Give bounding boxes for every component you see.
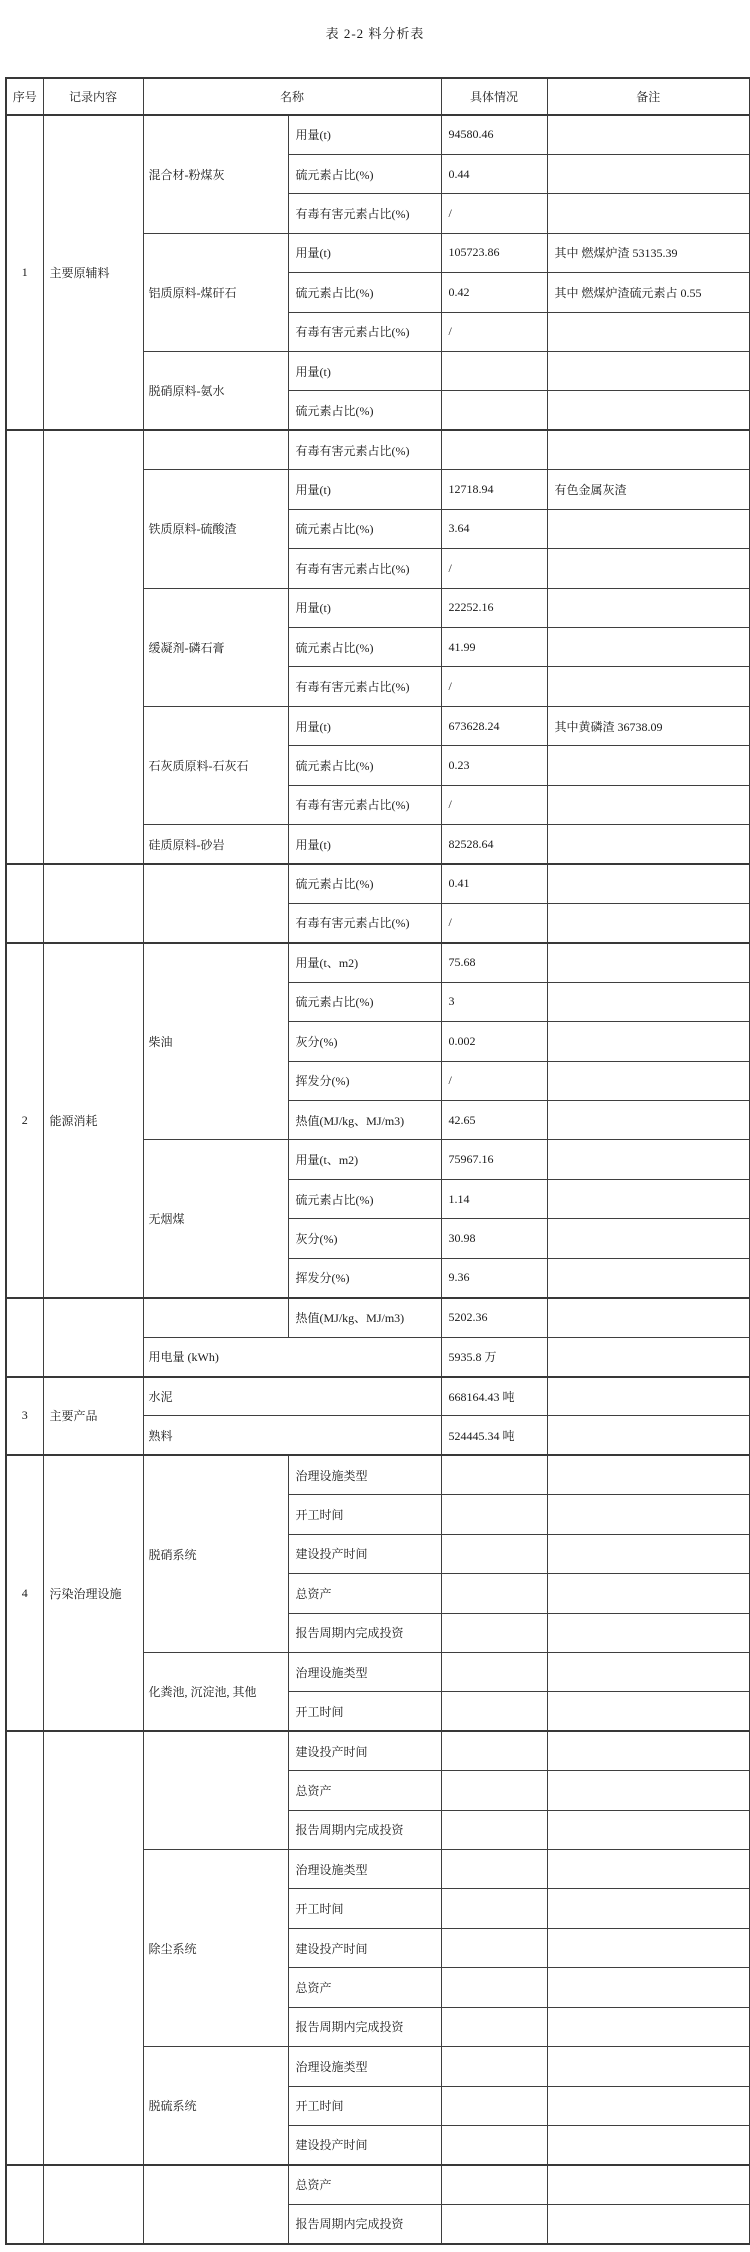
section-record-cell bbox=[43, 430, 143, 864]
section-record-cell: 主要产品 bbox=[43, 1377, 143, 1456]
header-col-name: 名称 bbox=[143, 78, 441, 115]
section-index-cell bbox=[6, 1298, 43, 1377]
remark-cell bbox=[547, 982, 750, 1021]
detail-value-cell bbox=[441, 2204, 547, 2243]
remark-cell bbox=[547, 430, 750, 469]
detail-value-cell bbox=[441, 2047, 547, 2086]
item-label-cell: 总资产 bbox=[288, 1968, 441, 2007]
section-index-cell: 3 bbox=[6, 1377, 43, 1456]
remark-cell bbox=[547, 1810, 750, 1849]
group-name-cell: 脱硫系统 bbox=[143, 2047, 288, 2165]
group-name-cell bbox=[143, 2165, 288, 2244]
detail-value-cell: 673628.24 bbox=[441, 706, 547, 745]
detail-value-cell bbox=[441, 1889, 547, 1928]
remark-cell bbox=[547, 1534, 750, 1573]
detail-value-cell: / bbox=[441, 785, 547, 824]
remark-cell bbox=[547, 1337, 750, 1376]
group-name-cell: 铝质原料-煤矸石 bbox=[143, 233, 288, 351]
section-index-cell bbox=[6, 2165, 43, 2244]
remark-cell bbox=[547, 864, 750, 903]
detail-value-cell: 82528.64 bbox=[441, 825, 547, 864]
item-label-cell: 建设投产时间 bbox=[288, 1928, 441, 1967]
item-label-cell: 灰分(%) bbox=[288, 1219, 441, 1258]
group-name-cell bbox=[143, 864, 288, 943]
remark-cell bbox=[547, 115, 750, 154]
detail-value-cell: / bbox=[441, 667, 547, 706]
table-row bbox=[6, 1731, 750, 1770]
remark-cell bbox=[547, 1968, 750, 2007]
item-label-cell: 有毒有害元素占比(%) bbox=[288, 667, 441, 706]
remark-cell bbox=[547, 2204, 750, 2243]
item-label-cell: 挥发分(%) bbox=[288, 1061, 441, 1100]
detail-value-cell bbox=[441, 2086, 547, 2125]
item-label-cell: 硫元素占比(%) bbox=[288, 154, 441, 193]
item-label-cell: 热值(MJ/kg、MJ/m3) bbox=[288, 1101, 441, 1140]
header-col-detail: 具体情况 bbox=[441, 78, 547, 115]
remark-cell bbox=[547, 509, 750, 548]
group-name-cell bbox=[143, 1731, 288, 1849]
item-label-cell: 用量(t) bbox=[288, 588, 441, 627]
detail-value-cell: 524445.34 吨 bbox=[441, 1416, 547, 1455]
item-label-cell: 总资产 bbox=[288, 1574, 441, 1613]
detail-value-cell: 75967.16 bbox=[441, 1140, 547, 1179]
item-label-cell: 治理设施类型 bbox=[288, 1455, 441, 1494]
material-analysis-table bbox=[5, 77, 750, 2245]
detail-value-cell: 1.14 bbox=[441, 1179, 547, 1218]
detail-value-cell bbox=[441, 1652, 547, 1691]
item-label-cell: 报告周期内完成投资 bbox=[288, 2204, 441, 2243]
detail-value-cell bbox=[441, 1771, 547, 1810]
detail-value-cell: / bbox=[441, 312, 547, 351]
item-label-cell: 建设投产时间 bbox=[288, 1534, 441, 1573]
name-cell-full: 水泥 bbox=[143, 1377, 441, 1416]
detail-value-cell bbox=[441, 1534, 547, 1573]
remark-cell bbox=[547, 1179, 750, 1218]
remark-cell bbox=[547, 785, 750, 824]
name-cell-full: 熟料 bbox=[143, 1416, 441, 1455]
item-label-cell: 硫元素占比(%) bbox=[288, 1179, 441, 1218]
item-label-cell: 灰分(%) bbox=[288, 1022, 441, 1061]
detail-value-cell: / bbox=[441, 903, 547, 942]
group-name-cell: 除尘系统 bbox=[143, 1850, 288, 2047]
remark-cell bbox=[547, 549, 750, 588]
item-label-cell: 硫元素占比(%) bbox=[288, 746, 441, 785]
remark-cell bbox=[547, 154, 750, 193]
detail-value-cell: 0.23 bbox=[441, 746, 547, 785]
detail-value-cell: 5935.8 万 bbox=[441, 1337, 547, 1376]
detail-value-cell bbox=[441, 1613, 547, 1652]
detail-value-cell: 0.41 bbox=[441, 864, 547, 903]
detail-value-cell: 9.36 bbox=[441, 1258, 547, 1297]
table-title: 表 2-2 料分析表 bbox=[325, 26, 425, 41]
item-label-cell: 建设投产时间 bbox=[288, 1731, 441, 1770]
remark-cell bbox=[547, 1692, 750, 1731]
remark-cell: 其中 燃煤炉渣硫元素占 0.55 bbox=[547, 273, 750, 312]
item-label-cell: 硫元素占比(%) bbox=[288, 391, 441, 430]
group-name-cell: 脱硝原料-氨水 bbox=[143, 352, 288, 431]
table-row bbox=[6, 943, 750, 982]
detail-value-cell: 22252.16 bbox=[441, 588, 547, 627]
detail-value-cell: 0.002 bbox=[441, 1022, 547, 1061]
section-index-cell: 4 bbox=[6, 1455, 43, 1731]
detail-value-cell bbox=[441, 1731, 547, 1770]
detail-value-cell bbox=[441, 391, 547, 430]
group-name-cell: 无烟煤 bbox=[143, 1140, 288, 1298]
item-label-cell: 有毒有害元素占比(%) bbox=[288, 903, 441, 942]
remark-cell: 其中黄磷渣 36738.09 bbox=[547, 706, 750, 745]
name-cell-full: 用电量 (kWh) bbox=[143, 1337, 441, 1376]
remark-cell bbox=[547, 667, 750, 706]
remark-cell bbox=[547, 1771, 750, 1810]
remark-cell bbox=[547, 2047, 750, 2086]
detail-value-cell: / bbox=[441, 549, 547, 588]
detail-value-cell bbox=[441, 2165, 547, 2204]
table-row bbox=[6, 430, 750, 469]
remark-cell bbox=[547, 2007, 750, 2046]
group-name-cell: 缓凝剂-磷石膏 bbox=[143, 588, 288, 706]
detail-value-cell: 5202.36 bbox=[441, 1298, 547, 1337]
item-label-cell: 治理设施类型 bbox=[288, 2047, 441, 2086]
detail-value-cell bbox=[441, 1850, 547, 1889]
item-label-cell: 总资产 bbox=[288, 1771, 441, 1810]
item-label-cell: 用量(t、m2) bbox=[288, 943, 441, 982]
remark-cell bbox=[547, 1061, 750, 1100]
detail-value-cell: 0.42 bbox=[441, 273, 547, 312]
item-label-cell: 用量(t) bbox=[288, 115, 441, 154]
table-row bbox=[6, 1298, 750, 1337]
remark-cell bbox=[547, 825, 750, 864]
item-label-cell: 用量(t) bbox=[288, 470, 441, 509]
remark-cell bbox=[547, 903, 750, 942]
remark-cell bbox=[547, 312, 750, 351]
item-label-cell: 用量(t) bbox=[288, 233, 441, 272]
detail-value-cell: 0.44 bbox=[441, 154, 547, 193]
remark-cell bbox=[547, 943, 750, 982]
remark-cell bbox=[547, 1574, 750, 1613]
remark-cell: 有色金属灰渣 bbox=[547, 470, 750, 509]
item-label-cell: 开工时间 bbox=[288, 2086, 441, 2125]
item-label-cell: 有毒有害元素占比(%) bbox=[288, 194, 441, 233]
detail-value-cell bbox=[441, 1455, 547, 1494]
section-index-cell: 1 bbox=[6, 115, 43, 430]
detail-value-cell: 30.98 bbox=[441, 1219, 547, 1258]
header-col-remark: 备注 bbox=[547, 78, 750, 115]
detail-value-cell bbox=[441, 1968, 547, 2007]
item-label-cell: 报告周期内完成投资 bbox=[288, 1810, 441, 1849]
item-label-cell: 有毒有害元素占比(%) bbox=[288, 549, 441, 588]
table-body bbox=[6, 115, 750, 2244]
group-name-cell bbox=[143, 1298, 288, 1337]
remark-cell bbox=[547, 1140, 750, 1179]
header-row bbox=[6, 78, 750, 115]
remark-cell bbox=[547, 588, 750, 627]
detail-value-cell bbox=[441, 2126, 547, 2165]
remark-cell bbox=[547, 1495, 750, 1534]
item-label-cell: 用量(t) bbox=[288, 352, 441, 391]
header-col-index: 序号 bbox=[6, 78, 43, 115]
remark-cell bbox=[547, 1258, 750, 1297]
table-row bbox=[6, 2165, 750, 2204]
group-name-cell: 石灰质原料-石灰石 bbox=[143, 706, 288, 824]
group-name-cell: 柴油 bbox=[143, 943, 288, 1140]
item-label-cell: 硫元素占比(%) bbox=[288, 864, 441, 903]
remark-cell bbox=[547, 1613, 750, 1652]
detail-value-cell bbox=[441, 1928, 547, 1967]
remark-cell bbox=[547, 627, 750, 666]
item-label-cell: 用量(t) bbox=[288, 706, 441, 745]
remark-cell: 其中 燃煤炉渣 53135.39 bbox=[547, 233, 750, 272]
item-label-cell: 报告周期内完成投资 bbox=[288, 1613, 441, 1652]
remark-cell bbox=[547, 2165, 750, 2204]
section-record-cell: 污染治理设施 bbox=[43, 1455, 143, 1731]
item-label-cell: 总资产 bbox=[288, 2165, 441, 2204]
table-row bbox=[6, 864, 750, 903]
remark-cell bbox=[547, 194, 750, 233]
remark-cell bbox=[547, 1377, 750, 1416]
section-index-cell bbox=[6, 430, 43, 864]
item-label-cell: 硫元素占比(%) bbox=[288, 627, 441, 666]
remark-cell bbox=[547, 1731, 750, 1770]
item-label-cell: 用量(t、m2) bbox=[288, 1140, 441, 1179]
item-label-cell: 有毒有害元素占比(%) bbox=[288, 430, 441, 469]
remark-cell bbox=[547, 352, 750, 391]
detail-value-cell: 41.99 bbox=[441, 627, 547, 666]
detail-value-cell bbox=[441, 430, 547, 469]
item-label-cell: 有毒有害元素占比(%) bbox=[288, 785, 441, 824]
detail-value-cell: 94580.46 bbox=[441, 115, 547, 154]
group-name-cell: 混合材-粉煤灰 bbox=[143, 115, 288, 233]
detail-value-cell bbox=[441, 1495, 547, 1534]
detail-value-cell bbox=[441, 2007, 547, 2046]
detail-value-cell: 12718.94 bbox=[441, 470, 547, 509]
detail-value-cell bbox=[441, 352, 547, 391]
detail-value-cell: 3 bbox=[441, 982, 547, 1021]
item-label-cell: 硫元素占比(%) bbox=[288, 509, 441, 548]
detail-value-cell bbox=[441, 1810, 547, 1849]
item-label-cell: 热值(MJ/kg、MJ/m3) bbox=[288, 1298, 441, 1337]
detail-value-cell: 75.68 bbox=[441, 943, 547, 982]
remark-cell bbox=[547, 1022, 750, 1061]
group-name-cell: 脱硝系统 bbox=[143, 1455, 288, 1652]
table-header bbox=[6, 78, 750, 115]
item-label-cell: 硫元素占比(%) bbox=[288, 982, 441, 1021]
section-index-cell: 2 bbox=[6, 943, 43, 1298]
section-record-cell: 主要原辅料 bbox=[43, 115, 143, 430]
remark-cell bbox=[547, 1652, 750, 1691]
remark-cell bbox=[547, 2086, 750, 2125]
remark-cell bbox=[547, 1101, 750, 1140]
group-name-cell bbox=[143, 430, 288, 469]
group-name-cell: 化粪池, 沉淀池, 其他 bbox=[143, 1652, 288, 1731]
detail-value-cell: 42.65 bbox=[441, 1101, 547, 1140]
section-record-cell bbox=[43, 1298, 143, 1377]
remark-cell bbox=[547, 1928, 750, 1967]
remark-cell bbox=[547, 1416, 750, 1455]
item-label-cell: 硫元素占比(%) bbox=[288, 273, 441, 312]
remark-cell bbox=[547, 1298, 750, 1337]
detail-value-cell bbox=[441, 1692, 547, 1731]
remark-cell bbox=[547, 1455, 750, 1494]
item-label-cell: 建设投产时间 bbox=[288, 2126, 441, 2165]
section-record-cell bbox=[43, 2165, 143, 2244]
table-row bbox=[6, 115, 750, 154]
detail-value-cell: 3.64 bbox=[441, 509, 547, 548]
item-label-cell: 治理设施类型 bbox=[288, 1652, 441, 1691]
detail-value-cell: / bbox=[441, 1061, 547, 1100]
remark-cell bbox=[547, 746, 750, 785]
header-col-record: 记录内容 bbox=[43, 78, 143, 115]
detail-value-cell bbox=[441, 1574, 547, 1613]
section-index-cell bbox=[6, 864, 43, 943]
item-label-cell: 开工时间 bbox=[288, 1692, 441, 1731]
group-name-cell: 铁质原料-硫酸渣 bbox=[143, 470, 288, 588]
section-record-cell: 能源消耗 bbox=[43, 943, 143, 1298]
item-label-cell: 治理设施类型 bbox=[288, 1850, 441, 1889]
section-record-cell bbox=[43, 864, 143, 943]
remark-cell bbox=[547, 1850, 750, 1889]
remark-cell bbox=[547, 2126, 750, 2165]
detail-value-cell: 105723.86 bbox=[441, 233, 547, 272]
item-label-cell: 有毒有害元素占比(%) bbox=[288, 312, 441, 351]
section-index-cell bbox=[6, 1731, 43, 2165]
item-label-cell: 开工时间 bbox=[288, 1495, 441, 1534]
remark-cell bbox=[547, 1889, 750, 1928]
item-label-cell: 挥发分(%) bbox=[288, 1258, 441, 1297]
section-record-cell bbox=[43, 1731, 143, 2165]
item-label-cell: 开工时间 bbox=[288, 1889, 441, 1928]
table-row bbox=[6, 1377, 750, 1416]
detail-value-cell: / bbox=[441, 194, 547, 233]
table-row bbox=[6, 1455, 750, 1494]
item-label-cell: 报告周期内完成投资 bbox=[288, 2007, 441, 2046]
item-label-cell: 用量(t) bbox=[288, 825, 441, 864]
group-name-cell: 硅质原料-砂岩 bbox=[143, 825, 288, 864]
detail-value-cell: 668164.43 吨 bbox=[441, 1377, 547, 1416]
remark-cell bbox=[547, 391, 750, 430]
remark-cell bbox=[547, 1219, 750, 1258]
